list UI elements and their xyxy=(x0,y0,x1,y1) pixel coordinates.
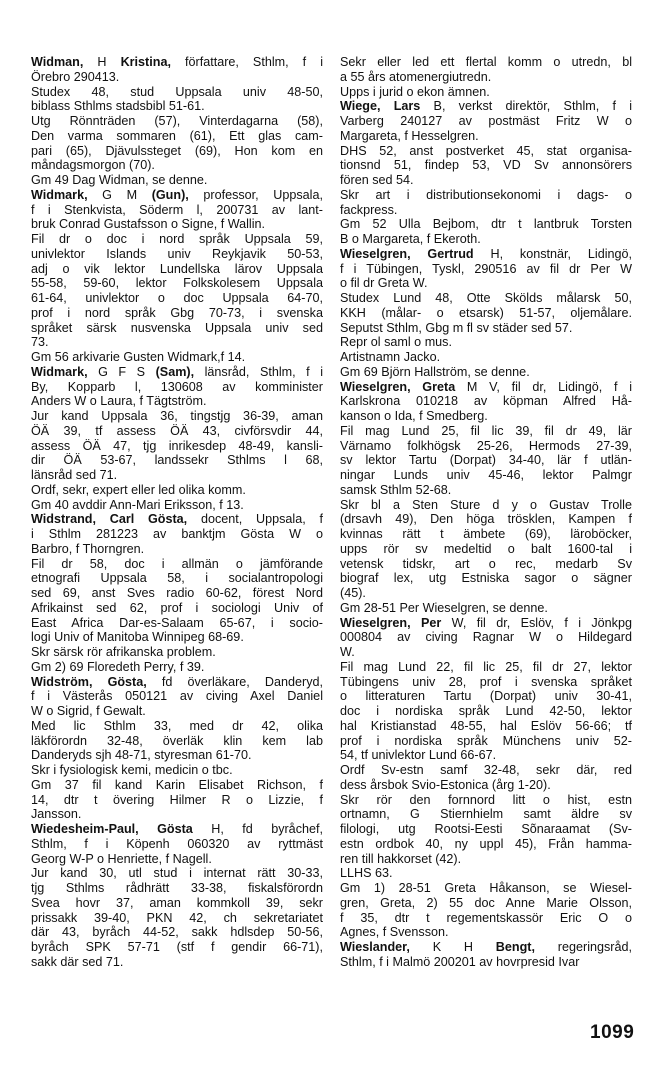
text-line xyxy=(31,321,323,336)
text-line xyxy=(340,85,632,100)
entry-text: Karlskrona 010218 av köpman Alfred Hå- xyxy=(340,394,632,409)
entry-text: Jur kand 30, utl stud i internat rätt 30-33, xyxy=(31,866,323,881)
text-line xyxy=(31,350,323,365)
entry-text: adj o vik lektor Lundellska lärov Uppsala xyxy=(31,261,323,276)
entry-text: Skr art i distributionsekonomi i dags- o xyxy=(340,187,632,202)
entry-text: Gm 49 Dag Widman, se denne. xyxy=(31,173,208,187)
entry-text: By, Kopparb l, 130608 av komminister xyxy=(31,379,323,394)
text-line xyxy=(31,571,323,586)
text-line xyxy=(31,173,323,188)
entry-heading-line xyxy=(31,512,323,527)
text-line xyxy=(340,837,632,852)
entry-name: Widman, xyxy=(31,55,84,69)
entry-text: Danderyds sjh 48-71, styresman 61-70. xyxy=(31,748,252,763)
entry-text: Tübingens univ 28, prof i svenska språket xyxy=(340,674,632,689)
entry-text: G F S xyxy=(87,364,156,379)
entry-text: Ordf, sekr, expert eller led olika komm. xyxy=(31,482,246,497)
entry-text: Fil mag Lund 25, fil lic 39, fil dr 49, lär xyxy=(340,423,632,438)
text-line xyxy=(31,734,323,749)
text-line xyxy=(340,188,632,203)
text-line xyxy=(340,793,632,808)
entry-text: språket särsk nusvenska Uppsala univ sed xyxy=(31,320,323,335)
entry-text: Örebro 290413. xyxy=(31,69,120,84)
entry-text: Gm 2) 69 Floredeth Perry, f 39. xyxy=(31,659,205,674)
entry-name: Wieselgren, Greta xyxy=(340,379,456,394)
entry-text: Skr särsk rör afrikanska problem. xyxy=(31,645,216,659)
entry-text: kanson o Ida, f Smedberg. xyxy=(340,409,488,423)
entry-text: o litteraturen Tartu (Dorpat) univ 30-41, xyxy=(340,689,632,704)
entry-text: Gm 37 fil kand Karin Elisabet Richson, f xyxy=(31,777,323,792)
entry-text: 54, tf univlektor Lund 66-67. xyxy=(340,748,497,763)
entry-text: Seputst Sthlm, Gbg m fl sv städer sed 57. xyxy=(340,320,573,335)
entry-text: Upps i jurid o ekon ämnen. xyxy=(340,84,490,99)
entry-heading-line xyxy=(340,99,632,114)
entry-text: Skr bl a Sten Sture d y o Gustav Trolle xyxy=(340,497,632,512)
text-line xyxy=(31,793,323,808)
text-line xyxy=(31,468,323,483)
entry-text: K H xyxy=(409,940,496,954)
entry-text: Gm 69 Björn Hallström, se denne. xyxy=(340,364,530,379)
text-line xyxy=(340,896,632,911)
text-line xyxy=(340,911,632,926)
text-line xyxy=(31,616,323,631)
text-line xyxy=(340,409,632,424)
entry-text: Gm 40 avddir Ann-Mari Eriksson, f 13. xyxy=(31,497,244,512)
entry-text: H, fd byråchef, xyxy=(192,822,323,836)
text-line xyxy=(340,276,632,291)
text-line xyxy=(31,498,323,513)
entry-name: Widström, Gösta, xyxy=(31,674,147,689)
entry-text: 73. xyxy=(31,335,49,350)
entry-text: samsk Sthlm 52-68. xyxy=(340,482,452,497)
entry-text: biblass Sthlms stadsbibl 51-61. xyxy=(31,99,205,114)
text-line xyxy=(31,601,323,616)
text-line xyxy=(31,778,323,793)
entry-text: Sthlm, f i Malmö 200201 av hovrpresid Ivar xyxy=(340,954,580,969)
entry-text: författare, Sthlm, f i xyxy=(170,55,323,69)
text-line xyxy=(340,704,632,719)
entry-text: 55-58, 59-60, lektor Folkskolesem Uppsala xyxy=(31,276,323,291)
entry-text: dir ÖÄ 53-67, landssekr Sthlms l 68, xyxy=(31,453,323,468)
text-line xyxy=(340,217,632,232)
entry-text: doc i nordiska språk Lund 42-50, lektor xyxy=(340,704,632,718)
text-line xyxy=(340,55,632,70)
entry-text: tionsnd 51, findep 53, VD Sv annonsörers xyxy=(340,158,632,173)
text-line xyxy=(340,70,632,85)
entry-text: Sekr eller led ett flertal komm o utredn, bl xyxy=(340,55,632,69)
text-line xyxy=(340,291,632,306)
entry-text: W. xyxy=(340,645,355,659)
text-line xyxy=(340,203,632,218)
entry-text: Skr i fysiologisk kemi, medicin o tbc. xyxy=(31,763,233,777)
entry-text: W, fil dr, Eslöv, f i Jönkpg xyxy=(441,615,632,630)
entry-text: prof i nordiska språk Münchens univ 52- xyxy=(340,733,632,748)
entry-text: LLHS 63. xyxy=(340,866,393,881)
entry-text: o fil dr Greta W. xyxy=(340,276,428,291)
entry-heading-line xyxy=(31,365,323,380)
entry-heading-line xyxy=(340,380,632,395)
entry-name: Widstrand, Carl Gösta, xyxy=(31,512,188,527)
entry-text: prof i nord språk Gbg 70-73, i svenska xyxy=(31,305,323,320)
entry-text: länsråd, Sthlm, f i xyxy=(194,364,323,379)
entry-name: (Sam), xyxy=(155,364,195,379)
text-line xyxy=(340,144,632,159)
text-line xyxy=(31,911,323,926)
entry-text: (drsavh 49), Den höga trösklen, Kampen f xyxy=(340,512,632,527)
entry-text: Studex 48, stud Uppsala univ 48-50, xyxy=(31,84,323,99)
entry-text: Ordf Sv-estn samf 32-48, sekr där, red xyxy=(340,763,632,777)
entry-text: Med lic Sthlm 33, med dr 42, olika xyxy=(31,718,323,733)
text-line xyxy=(31,85,323,100)
entry-text: tjg Sthlms rådhrätt 33-38, fiskalsförordn xyxy=(31,881,323,895)
entry-text: byråch SPK 57-71 (stf f gendir 66-71), xyxy=(31,940,323,954)
text-line xyxy=(31,837,323,852)
entry-text: KKH (målar- o etsarsk) 51-57, oljemålare. xyxy=(340,305,632,320)
entry-text: bruk Conrad Gustafsson o Signe, f Wallin. xyxy=(31,217,266,232)
entry-text: Sthlm, f i Köpenh 060320 av ryttmäst xyxy=(31,836,323,851)
text-line xyxy=(340,306,632,321)
entry-text: (45). xyxy=(340,586,366,600)
entry-text: f 35, dtr t regementskassör Eric O o xyxy=(340,910,632,925)
entry-text: G M xyxy=(87,187,152,202)
entry-heading-line xyxy=(31,822,323,837)
entry-text: gren, Greta, 2) 55 doc Anne Marie Olsson, xyxy=(340,895,632,910)
text-line xyxy=(340,630,632,645)
text-line xyxy=(340,719,632,734)
entry-text: Jansson. xyxy=(31,807,82,822)
entry-heading-line xyxy=(340,940,632,955)
entry-heading-line xyxy=(340,616,632,631)
entry-text: Anders W o Laura, f Tägtström. xyxy=(31,394,207,409)
entry-text: vetensk tidskr, art o rec, medarb Sv xyxy=(340,556,632,571)
entry-text: fackpress. xyxy=(340,202,398,217)
text-line xyxy=(340,232,632,247)
entry-text: 14, dtr t övering Hilmer R o Lizzie, f xyxy=(31,792,323,807)
entry-text: M V, fil dr, Lidingö, f i xyxy=(455,379,632,394)
text-line xyxy=(340,586,632,601)
entry-name: (Gun), xyxy=(151,187,189,202)
entry-text: docent, Uppsala, f xyxy=(187,512,323,527)
text-line xyxy=(31,217,323,232)
text-line xyxy=(31,276,323,291)
entry-text: ÖÄ 39, tf assess ÖÄ 43, civförsvdir 44, xyxy=(31,423,323,438)
entry-name: Wieselgren, Gertrud xyxy=(340,246,474,261)
entry-text: H xyxy=(83,55,121,69)
text-line xyxy=(31,262,323,277)
entry-text: Utg Rönnträden (57), Vinterdagarna (58), xyxy=(31,114,323,128)
entry-text: Gm 28-51 Per Wieselgren, se denne. xyxy=(340,600,548,615)
text-line xyxy=(340,424,632,439)
entry-text: Gm 52 Ulla Bejbom, dtr t lantbruk Torsten xyxy=(340,217,632,232)
entry-text: biograf lex, utg Estniska sagor o sägner xyxy=(340,571,632,586)
text-line xyxy=(340,468,632,483)
text-line xyxy=(31,129,323,144)
text-line xyxy=(31,852,323,867)
text-line xyxy=(340,689,632,704)
text-line xyxy=(340,807,632,822)
text-line xyxy=(340,173,632,188)
entry-text: Margareta, f Hesselgren. xyxy=(340,128,479,143)
entry-text: Gm 1) 28-51 Greta Håkanson, se Wiesel- xyxy=(340,881,632,895)
text-line xyxy=(31,866,323,881)
entry-text: pari (65), Djävulssteget (69), Hon kom en xyxy=(31,143,323,158)
entry-text: W o Sigrid, f Gewalt. xyxy=(31,704,146,718)
text-line xyxy=(340,557,632,572)
text-line xyxy=(340,527,632,542)
text-line xyxy=(340,262,632,277)
text-line xyxy=(31,527,323,542)
entry-text: Gm 56 arkivarie Gusten Widmark,f 14. xyxy=(31,350,246,364)
entry-text: a 55 års atomenergiutredn. xyxy=(340,69,492,84)
text-line xyxy=(340,350,632,365)
page-number: 1099 xyxy=(590,1022,635,1043)
text-line xyxy=(31,689,323,704)
entry-text: Skr rör den fornnord litt o hist, estn xyxy=(340,792,632,807)
entry-text: univlektor Islands univ Reykjavik 50-53, xyxy=(31,246,323,261)
text-line xyxy=(31,542,323,557)
text-line xyxy=(340,439,632,454)
entry-text: filologi, utg Rootsi-Eesti Sõnaraamat (Sv- xyxy=(340,822,632,836)
entry-text: dess årsbok Svio-Estonica (årg 1-20). xyxy=(340,777,551,792)
entry-text: H, konstnär, Lidingö, xyxy=(473,246,632,261)
entry-text: f i Västerås 050121 av civing Axel Daniel xyxy=(31,689,323,704)
text-line xyxy=(31,424,323,439)
text-line xyxy=(31,807,323,822)
text-line xyxy=(31,380,323,395)
entry-text: East Africa Dar-es-Salaam 65-67, i socio- xyxy=(31,615,323,630)
text-line xyxy=(340,660,632,675)
entry-text: kvinnas rätt t ämbete (69), läroböcker, xyxy=(340,527,632,541)
text-line xyxy=(31,719,323,734)
text-line xyxy=(340,158,632,173)
text-line xyxy=(340,645,632,660)
text-line xyxy=(31,586,323,601)
text-line xyxy=(31,955,323,970)
entry-heading-line xyxy=(31,675,323,690)
text-line xyxy=(340,778,632,793)
entry-text: måndagsmorgon (70). xyxy=(31,158,155,173)
text-line xyxy=(31,114,323,129)
entry-text: Repr ol saml o mus. xyxy=(340,335,452,350)
text-line xyxy=(340,394,632,409)
text-line xyxy=(31,881,323,896)
entry-text: Fil dr 58, doc i allmän o jämförande xyxy=(31,556,323,571)
entry-text: hal Kristianstad 48-55, hal Eslöv 56-66; tf xyxy=(340,718,632,733)
entry-text: ningar Lunds univ 45-46, lektor Palmgr xyxy=(340,468,632,482)
entry-text: Barbro, f Thorngren. xyxy=(31,541,145,556)
text-line xyxy=(31,630,323,645)
entry-text: B o Margareta, f Ekeroth. xyxy=(340,232,481,246)
entry-name: Kristina, xyxy=(120,55,171,69)
entry-text: länsråd sed 71. xyxy=(31,468,118,482)
entry-name: Bengt, xyxy=(495,940,535,954)
entry-text: prissakk 39-40, PKN 42, ch sekretariatet xyxy=(31,910,323,925)
entry-text: regeringsråd, xyxy=(534,940,632,954)
entry-text: Jur kand Uppsala 36, tingstjg 36-39, aman xyxy=(31,409,323,423)
entry-text: etnografi Uppsala 58, i socialantropologi xyxy=(31,571,323,586)
entry-text: i Sthlm 281223 av banktjm Gösta W o xyxy=(31,527,323,541)
text-line xyxy=(340,498,632,513)
entry-text: 61-64, univlektor o doc Uppsala 64-70, xyxy=(31,291,323,305)
entry-name: Wieslander, xyxy=(340,940,410,954)
text-line xyxy=(340,734,632,749)
entry-name: Wiege, Lars xyxy=(340,99,421,114)
text-line xyxy=(340,542,632,557)
text-line xyxy=(31,335,323,350)
left-column xyxy=(31,55,323,970)
entry-name: Wiedesheim-Paul, Gösta xyxy=(31,822,193,836)
text-line xyxy=(31,247,323,262)
entry-text: sv lektor Tartu (Dorpat) 34-40, lär f utlän- xyxy=(340,453,632,468)
text-line xyxy=(31,291,323,306)
text-line xyxy=(31,99,323,114)
entry-name: Wieselgren, Per xyxy=(340,615,442,630)
text-line xyxy=(340,955,632,970)
entry-text: Den varma sommaren (61), Ett glas cam- xyxy=(31,128,323,143)
entry-text: Artistnamn Jacko. xyxy=(340,350,441,364)
entry-text: upps rör sv medeltid o balt 1600-tal i xyxy=(340,541,632,556)
entry-text: läkförordn 32-48, överläk klin kem lab xyxy=(31,733,323,748)
entry-text: f i Tübingen, Tyskl, 290516 av fil dr Per W xyxy=(340,261,632,276)
text-line xyxy=(31,70,323,85)
text-line xyxy=(31,660,323,675)
entry-text: f i Stenkvista, Söderm l, 200731 av lant- xyxy=(31,202,323,217)
entry-text: Fil mag Lund 22, fil lic 25, fil dr 27, lektor xyxy=(340,659,632,674)
text-line xyxy=(340,453,632,468)
entry-text: professor, Uppsala, xyxy=(188,187,323,202)
text-line xyxy=(31,439,323,454)
entry-text: fd överläkare, Danderyd, xyxy=(146,674,323,689)
entry-text: Svea hovr 37, aman kommkoll 39, sekr xyxy=(31,895,323,910)
text-line xyxy=(31,557,323,572)
text-line xyxy=(340,335,632,350)
entry-text: 000804 av civing Ragnar W o Hildegard xyxy=(340,630,632,645)
text-line xyxy=(340,881,632,896)
text-line xyxy=(31,483,323,498)
text-line xyxy=(340,321,632,336)
text-line xyxy=(340,675,632,690)
entry-text: fören sed 54. xyxy=(340,173,414,187)
entry-text: ren till hakkorset (42). xyxy=(340,851,462,866)
text-line xyxy=(340,483,632,498)
text-line xyxy=(340,601,632,616)
text-line xyxy=(340,129,632,144)
text-line xyxy=(340,925,632,940)
text-line xyxy=(340,512,632,527)
text-line xyxy=(31,409,323,424)
text-line xyxy=(31,645,323,660)
text-line xyxy=(31,144,323,159)
text-line xyxy=(31,704,323,719)
entry-text: Georg W-P o Henriette, f Nagell. xyxy=(31,851,212,866)
text-line xyxy=(340,852,632,867)
entry-heading-line xyxy=(31,55,323,70)
entry-text: estn ordbok 40, ny uppl 45), Från hamma- xyxy=(340,836,632,851)
text-line xyxy=(31,940,323,955)
entry-text: Afrikainst sed 62, prof i sociologi Univ of xyxy=(31,600,323,615)
text-line xyxy=(31,203,323,218)
text-line xyxy=(340,866,632,881)
entry-name: Widmark, xyxy=(31,187,88,202)
entry-text: B, verkst direktör, Sthlm, f i xyxy=(420,99,632,114)
text-line xyxy=(31,748,323,763)
entry-heading-line xyxy=(31,188,323,203)
right-column xyxy=(340,55,632,970)
text-line xyxy=(31,158,323,173)
entry-text: DHS 52, anst postverket 45, stat organisa- xyxy=(340,143,632,158)
entry-name: Widmark, xyxy=(31,364,88,379)
entry-text: logi Univ of Manitoba Winnipeg 68-69. xyxy=(31,630,244,645)
entry-heading-line xyxy=(340,247,632,262)
entry-text: där 43, byråch 44-52, sakk hdlsdep 50-56, xyxy=(31,925,323,940)
text-line xyxy=(31,453,323,468)
text-line xyxy=(31,306,323,321)
text-line xyxy=(31,394,323,409)
text-line xyxy=(340,365,632,380)
text-line xyxy=(340,763,632,778)
text-line xyxy=(31,896,323,911)
entry-text: Värnamo folkhögsk 25-26, Hermods 27-39, xyxy=(340,438,632,453)
text-line xyxy=(340,748,632,763)
entry-text: sed 69, anst Sves radio 60-62, förest Nord xyxy=(31,586,323,600)
entry-text: assess ÖÄ 47, tjg inrikesdep 48-49, kansli- xyxy=(31,438,323,453)
text-line xyxy=(31,763,323,778)
text-line xyxy=(340,114,632,129)
entry-text: sakk där sed 71. xyxy=(31,954,124,969)
entry-text: ortnamn, G Stiernhielm samt äldre sv xyxy=(340,807,632,822)
text-line xyxy=(340,571,632,586)
entry-text: Studex Lund 48, Otte Skölds målarsk 50, xyxy=(340,291,632,305)
text-line xyxy=(31,925,323,940)
text-line xyxy=(340,822,632,837)
entry-text: Fil dr o doc i nord språk Uppsala 59, xyxy=(31,232,323,246)
entry-text: Agnes, f Svensson. xyxy=(340,925,449,940)
entry-text: Varberg 240127 av postmäst Fritz W o xyxy=(340,114,632,128)
text-line xyxy=(31,232,323,247)
